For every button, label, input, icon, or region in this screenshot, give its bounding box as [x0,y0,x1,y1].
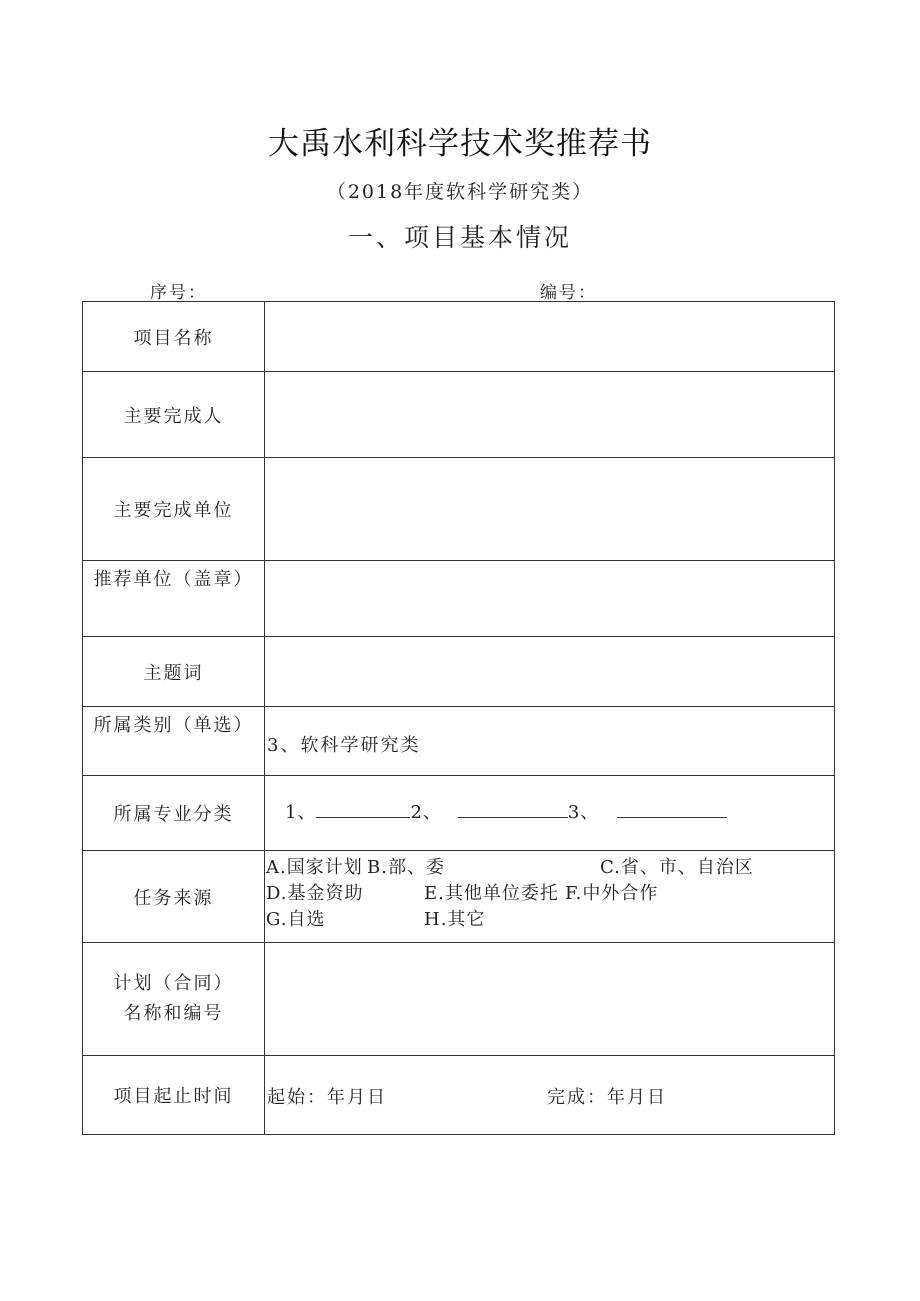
specialty-item-3-label: 3、 [567,802,600,823]
keywords-label: 主题词 [83,637,265,707]
plan-label-line1: 计划（合同） [113,973,234,994]
row-category [83,707,835,776]
option-ministry[interactable]: B.部、委 [367,857,445,878]
specialty-item-1-label: 1、 [285,802,317,823]
option-self-selected[interactable]: G.自选 [266,909,326,930]
category-label: 所属类别（单选） [83,707,265,776]
end-date-field[interactable]: 完成：年月日 [547,1087,667,1108]
specialty-label: 所属专业分类 [83,776,265,851]
number-label: 编号： [540,283,597,303]
recommender-label: 推荐单位（盖章） [83,561,265,637]
project-name-label: 项目名称 [83,302,265,372]
row-main-persons [83,372,835,458]
time-field [265,1056,835,1135]
document-subtitle: （2018年度软科学研究类） [326,181,594,203]
row-specialty [83,776,835,851]
task-source-label: 任务来源 [83,851,265,943]
time-label: 项目起止时间 [83,1056,265,1135]
row-task-source [83,851,835,943]
specialty-item-2-label: 2、 [410,802,442,823]
plan-label-line2: 名称和编号 [123,1003,224,1024]
option-entrusted[interactable]: E.其他单位委托 [424,883,559,904]
row-time [83,1056,835,1135]
main-persons-label: 主要完成人 [83,372,265,458]
main-units-label: 主要完成单位 [83,458,265,561]
document-title: 大禹水利科学技术奖推荐书 [268,126,652,162]
option-other[interactable]: H.其它 [424,909,486,930]
row-keywords [83,637,835,707]
task-source-field [265,851,835,943]
category-value: 3、软科学研究类 [267,735,421,756]
plan-field[interactable] [265,943,835,1056]
category-field[interactable] [265,707,835,776]
specialty-blank-3[interactable] [617,801,727,818]
plan-label [83,943,265,1056]
section-heading: 一、项目基本情况 [347,223,572,252]
row-main-units [83,458,835,561]
specialty-blank-2[interactable] [458,801,568,818]
specialty-field [265,776,835,851]
option-international[interactable]: F.中外合作 [565,883,659,904]
row-plan [83,943,835,1056]
row-recommender [83,561,835,637]
row-project-name [83,302,835,372]
recommender-field[interactable] [265,561,835,637]
keywords-field[interactable] [265,637,835,707]
main-persons-field[interactable] [265,372,835,458]
main-units-field[interactable] [265,458,835,561]
option-fund-support[interactable]: D.基金资助 [266,883,364,904]
option-province-city[interactable]: C.省、市、自治区 [600,857,754,878]
specialty-blank-1[interactable] [316,801,410,818]
option-national-plan[interactable]: A.国家计划 [266,857,363,878]
project-info-table [82,301,835,1135]
project-name-field[interactable] [265,302,835,372]
start-date-field[interactable]: 起始：年月日 [267,1087,387,1108]
serial-label: 序号： [150,283,207,303]
